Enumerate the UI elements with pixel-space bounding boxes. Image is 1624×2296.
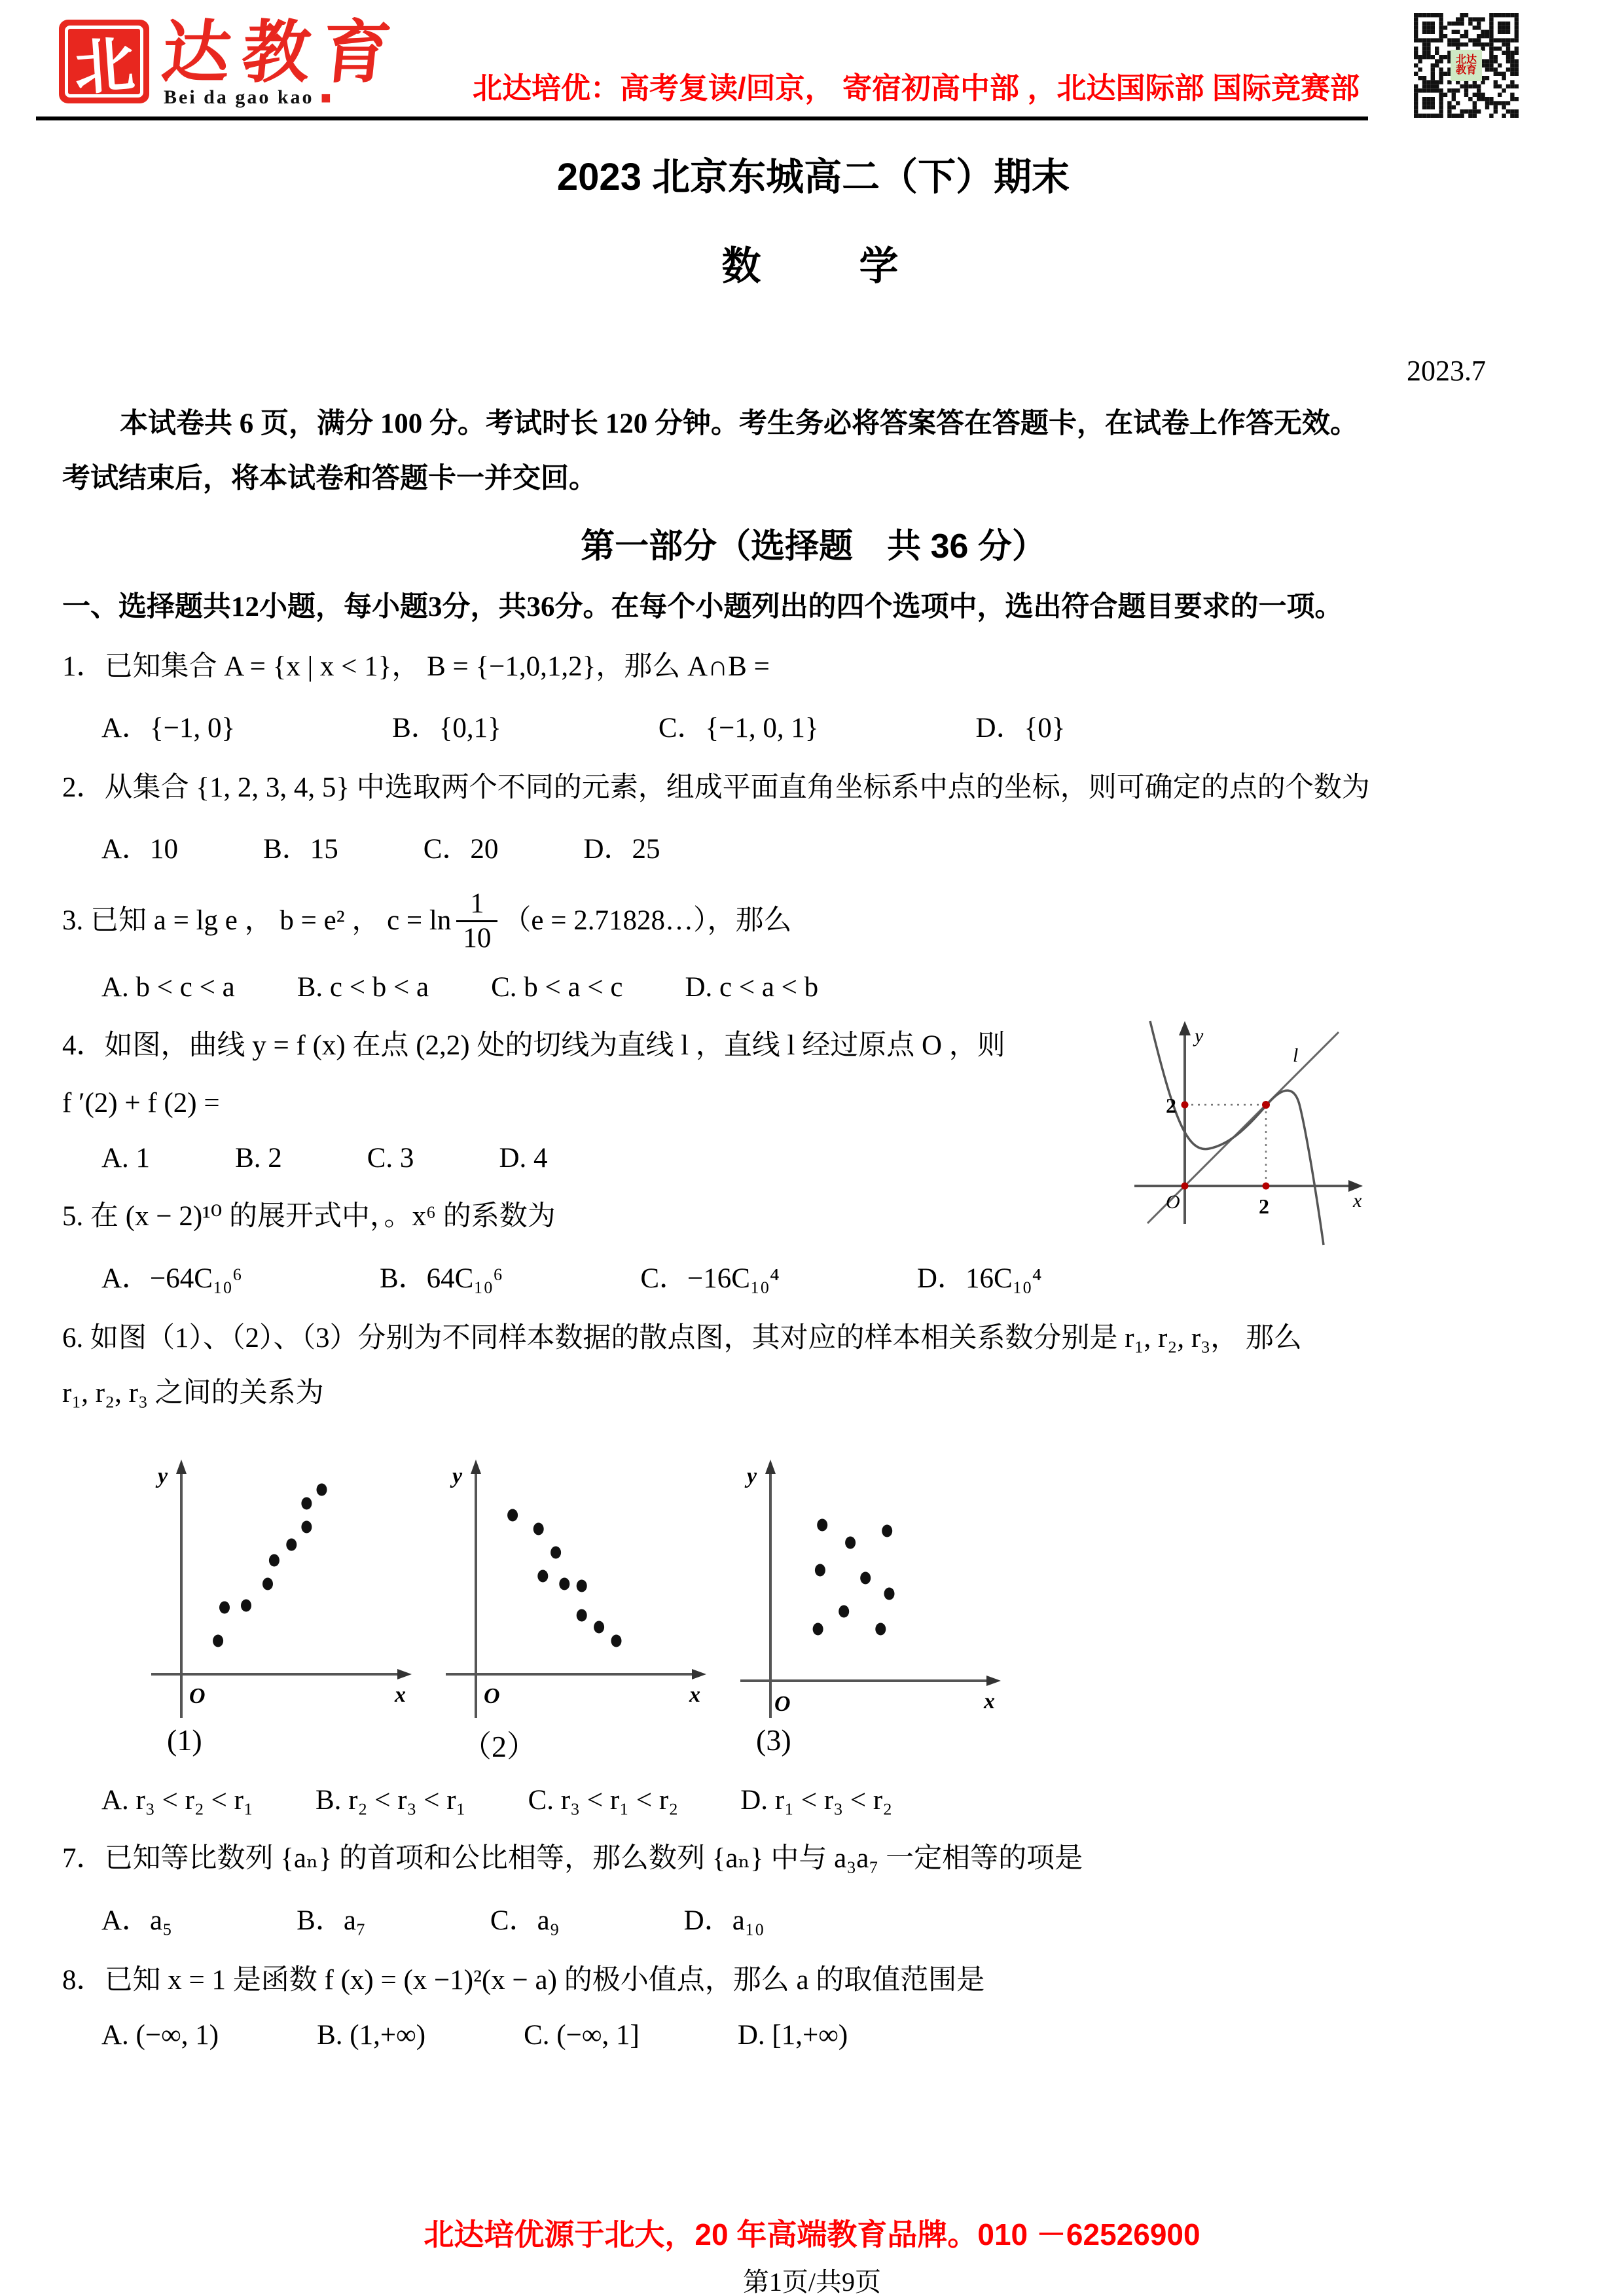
option: B．64C₁₀⁶ [379,1263,503,1294]
question-6 [62,1318,1564,1817]
origin-label: O [774,1692,791,1717]
origin-label: O [1166,1191,1180,1213]
page-number: 第1页/共9页 [742,2267,882,2296]
question-3 [62,889,1564,1003]
scatter-plot-3 [730,1440,1005,1721]
option: B. c < b < a [297,971,429,1003]
question-6-text-line2: r₁, r₂, r₃ 之间的关系为 [62,1378,324,1409]
question-6-options [62,1784,1564,1816]
question-2-options [62,827,1564,867]
question-5-options [62,1256,1564,1296]
main-content [62,128,1564,2051]
option: A. (−∞, 1) [101,2020,219,2051]
exam-title: 2023 北京东城高二（下）期末 [556,156,1070,198]
option: A．−64C₁₀⁶ [101,1263,242,1294]
header-tagline: 北达培优：高考复读/回京， 寄宿初高中部 ，北达国际部 国际竞赛部 [473,71,1360,105]
option: D．25 [583,834,660,865]
option: B. r₂ < r₃ < r₁ [316,1785,466,1816]
logo-caption: Bei da gao kao ■ [164,86,333,108]
scatter-figures [141,1440,1564,1721]
figure-caption-3: (3) [756,1723,791,1757]
question-2 [62,768,1564,867]
option: B. (1,+∞) [317,2020,426,2051]
y-axis-label: y [158,1464,168,1489]
section-heading: 第一部分（选择题 共 36 分） [581,527,1046,565]
option: C. r₃ < r₁ < r₂ [528,1785,679,1816]
option: B．{0,1} [392,713,501,744]
y-tick-label: 2 [1166,1093,1176,1117]
logo-seal [59,20,149,103]
exam-date: 2023.7 [1407,355,1486,387]
y-axis-label: y [1195,1024,1204,1047]
option: D．a₁₀ [683,1905,765,1936]
question-6-text-line1: 6. 如图（1）、（2）、（3）分别为不同样本数据的散点图，其对应的样本相关系数分别是 r₁, r₂, r₃， 那么 [62,1322,1302,1354]
line-label: l [1293,1044,1299,1066]
question-1-options [62,706,1564,745]
origin-label: O [189,1684,206,1709]
option: D. c < a < b [685,971,819,1003]
question-1 [62,647,1564,745]
x-axis-label: x [984,1689,995,1714]
option: C．a₉ [490,1905,560,1936]
y-axis-label: y [452,1464,463,1489]
x-axis-label: x [395,1683,406,1708]
question-1-text: 1．已知集合 A = {x | x < 1}， B = {−1,0,1,2}，那么 A∩B = [62,651,770,682]
question-5-text: 5. 在 (x − 2)¹⁰ 的展开式中，。x⁶ 的系数为 [62,1201,556,1232]
qr-center-label: 北达 教育 [1451,50,1482,81]
option: C. (−∞, 1] [524,2020,640,2051]
intro-paragraph [62,397,1564,507]
scatter-plot-1 [141,1440,416,1721]
intro-line-2: 考试结束后，将本试卷和答题卡一并交回。 [62,463,597,494]
option: D. 4 [499,1143,548,1174]
y-axis-label: y [747,1464,757,1489]
option: D. r₁ < r₃ < r₂ [740,1785,893,1816]
question-2-text: 2．从集合 {1, 2, 3, 4, 5} 中选取两个不同的元素，组成平面直角坐标系中点的坐标，则可确定的点的个数为 [62,772,1370,804]
figure-caption-1: (1) [167,1723,202,1757]
logo-seal-character: 北 [72,31,137,103]
question-8-options [62,2019,1564,2051]
option: B．a₇ [297,1905,366,1936]
question-3-text: 3. 已知 a = lg e ， b = e² ， c = ln $\frac{1}{10}$ （e = 2.71828…），那么 [62,888,792,954]
question-7-text: 7．已知等比数列 {aₙ} 的首项和公比相等，那么数列 {aₙ} 中与 a₃a₇ 一定相等的项是 [62,1843,1083,1874]
option: A. r₃ < r₂ < r₁ [101,1785,253,1816]
logo-brand-script: 达教育 [158,16,406,91]
option: C. 3 [367,1143,414,1174]
question-4-figure [1123,990,1375,1248]
option: D．{0} [975,713,1066,744]
question-8-text: 8．已知 x = 1 是函数 f (x) = (x −1)²(x − a) 的极小值点，那么 a 的取值范围是 [62,1964,985,1996]
question-4-text: 4．如图，曲线 y = f (x) 在点 (2,2) 处的切线为直线 l ，直线 l 经过原点 O ，则 [62,1030,1005,1061]
option: B．15 [263,834,338,865]
header-divider [36,117,1368,120]
scatter-figure-2 [435,1440,717,1721]
footer-promo: 北达培优源于北大，20 年高端教育品牌。010 －62526900 [424,2217,1200,2251]
x-tick-label: 2 [1259,1194,1269,1218]
option: A. 1 [101,1143,151,1174]
option: A．10 [101,834,179,865]
origin-label: O [484,1684,500,1709]
y-axis-arrow [1179,1021,1191,1035]
qr-code [1414,13,1519,118]
option: A．{−1, 0} [101,713,236,744]
intro-line-1: 本试卷共 6 页，满分 100 分。考试时长 120 分钟。考生务必将答案答在答题卡，在试卷上作答无效。 [120,408,1358,439]
option: C. b < a < c [491,971,623,1003]
section-instruction: 一、选择题共12小题，每小题3分，共36分。在每个小题列出的四个选项中，选出符合题目要求的一项。 [62,591,1343,622]
option: C．{−1, 0, 1} [658,713,819,744]
fraction: $\frac{1}{10}$ [456,889,497,952]
question-8 [62,1960,1564,2051]
scatter-figure-1 [141,1440,422,1721]
scatter-figure-3 [730,1440,1011,1721]
logo-caption-square-icon: ■ [321,88,333,107]
option: C．−16C₁₀⁴ [640,1263,780,1294]
figure-caption-2: （2） [461,1730,537,1764]
scatter-plot-2 [435,1440,710,1721]
scatter-captions [141,1723,1564,1766]
option: A．a₅ [101,1905,173,1936]
option: B. 2 [235,1143,282,1174]
option: D. [1,+∞) [737,2020,848,2051]
option: A. b < c < a [101,971,235,1003]
question-4-expression: f ′(2) + f (2) = [62,1088,220,1119]
x-axis-label: x [689,1683,700,1708]
option: C．20 [423,834,499,865]
question-7-options [62,1898,1564,1938]
subject-title: 数 学 [721,244,905,288]
page-header [0,0,1624,124]
option: D．16C₁₀⁴ [916,1263,1042,1294]
question-7 [62,1839,1564,1937]
x-axis-label: x [1353,1189,1362,1211]
